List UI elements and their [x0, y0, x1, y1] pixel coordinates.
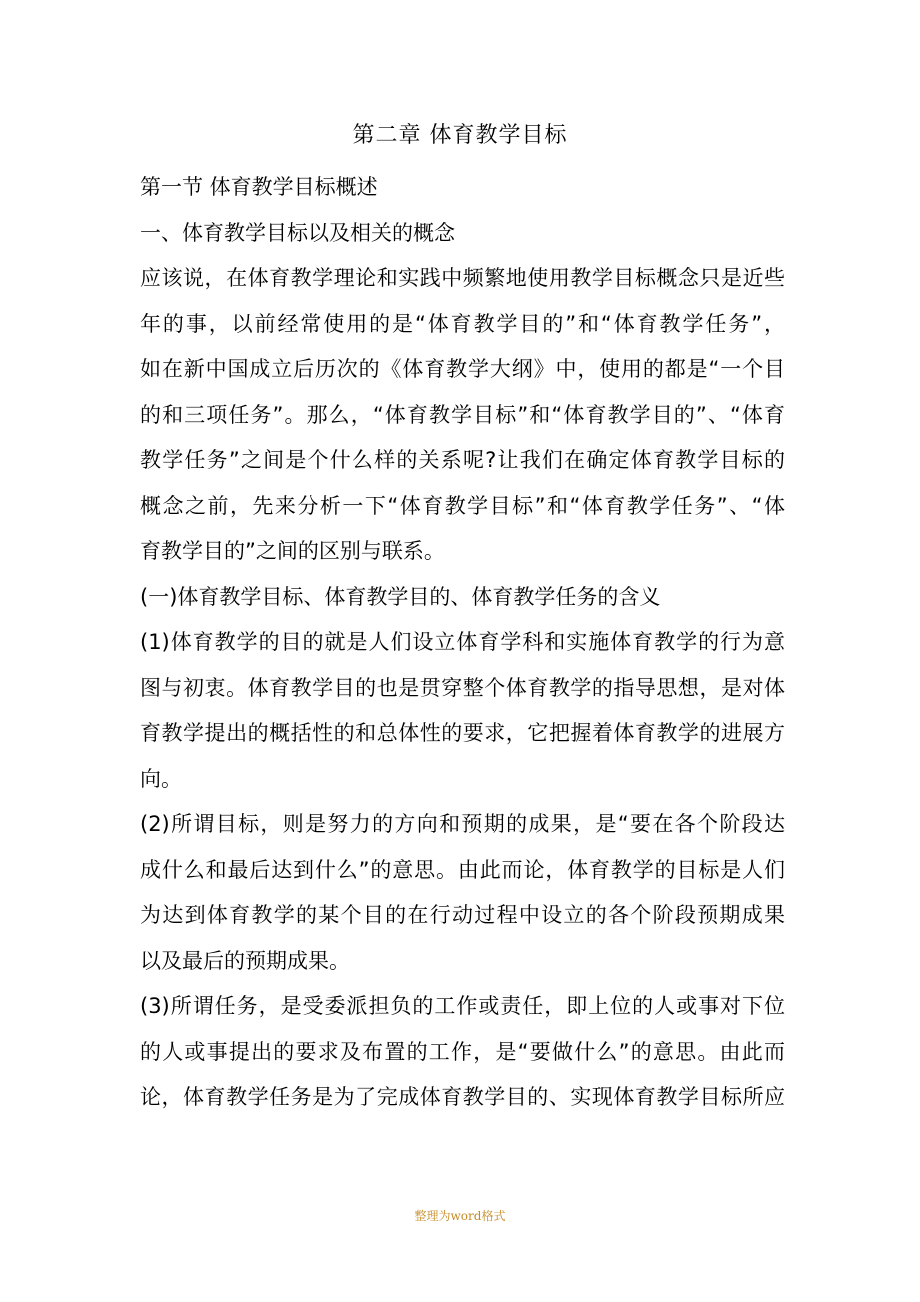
subheading-line: (一)体育教学目标、体育教学目的、体育教学任务的含义 — [140, 584, 661, 609]
paragraph-line: 概念之前，先来分析一下“体育教学目标”和“体育教学任务”、“体 — [140, 493, 785, 518]
paragraph-line: 年的事，以前经常使用的是“体育教学目的”和“体育教学任务”， — [140, 311, 785, 336]
paragraph-line: (3)所谓任务，是受委派担负的工作或责任，即上位的人或事对下位 — [140, 994, 785, 1018]
paragraph-line: 图与初衷。体育教学目的也是贯穿整个体育教学的指导思想，是对体 — [140, 675, 785, 700]
document-body — [140, 166, 785, 1122]
paragraph-line: 教学任务”之间是个什么样的关系呢?让我们在确定体育教学目标的 — [140, 448, 785, 472]
paragraph-line: 育教学目的”之间的区别与联系。 — [140, 539, 445, 563]
paragraph-line: 应该说，在体育教学理论和实践中频繁地使用教学目标概念只是近些 — [140, 266, 785, 290]
paragraph-line: 成什么和最后达到什么”的意思。由此而论，体育教学的目标是人们 — [140, 857, 785, 882]
page-footer: 整理为word格式 — [414, 1209, 506, 1223]
paragraph-line: 的和三项任务”。那么，“体育教学目标”和“体育教学目的”、“体育 — [140, 402, 785, 427]
chapter-title: 第二章 体育教学目标 — [352, 123, 568, 148]
paragraph-line: (2)所谓目标，则是努力的方向和预期的成果，是“要在各个阶段达 — [140, 812, 785, 836]
paragraph-line: 论，体育教学任务是为了完成体育教学目的、实现体育教学目标所应 — [140, 1085, 785, 1109]
paragraph-line: 如在新中国成立后历次的《体育教学大纲》中，使用的都是“一个目 — [140, 357, 785, 381]
paragraph-line: (1)体育教学的目的就是人们设立体育学科和实施体育教学的行为意 — [140, 630, 785, 654]
paragraph-line: 的人或事提出的要求及布置的工作，是“要做什么”的意思。由此而 — [140, 1039, 785, 1064]
section-heading: 第一节 体育教学目标概述 — [140, 175, 378, 199]
paragraph-line: 以及最后的预期成果。 — [140, 948, 350, 973]
paragraph-line: 育教学提出的概括性的和总体性的要求，它把握着体育教学的进展方 — [140, 721, 785, 745]
paragraph-line: 向。 — [140, 766, 182, 791]
subsection-heading: 一、体育教学目标以及相关的概念 — [140, 220, 455, 245]
paragraph-line: 为达到体育教学的某个目的在行动过程中设立的各个阶段预期成果 — [140, 903, 785, 927]
